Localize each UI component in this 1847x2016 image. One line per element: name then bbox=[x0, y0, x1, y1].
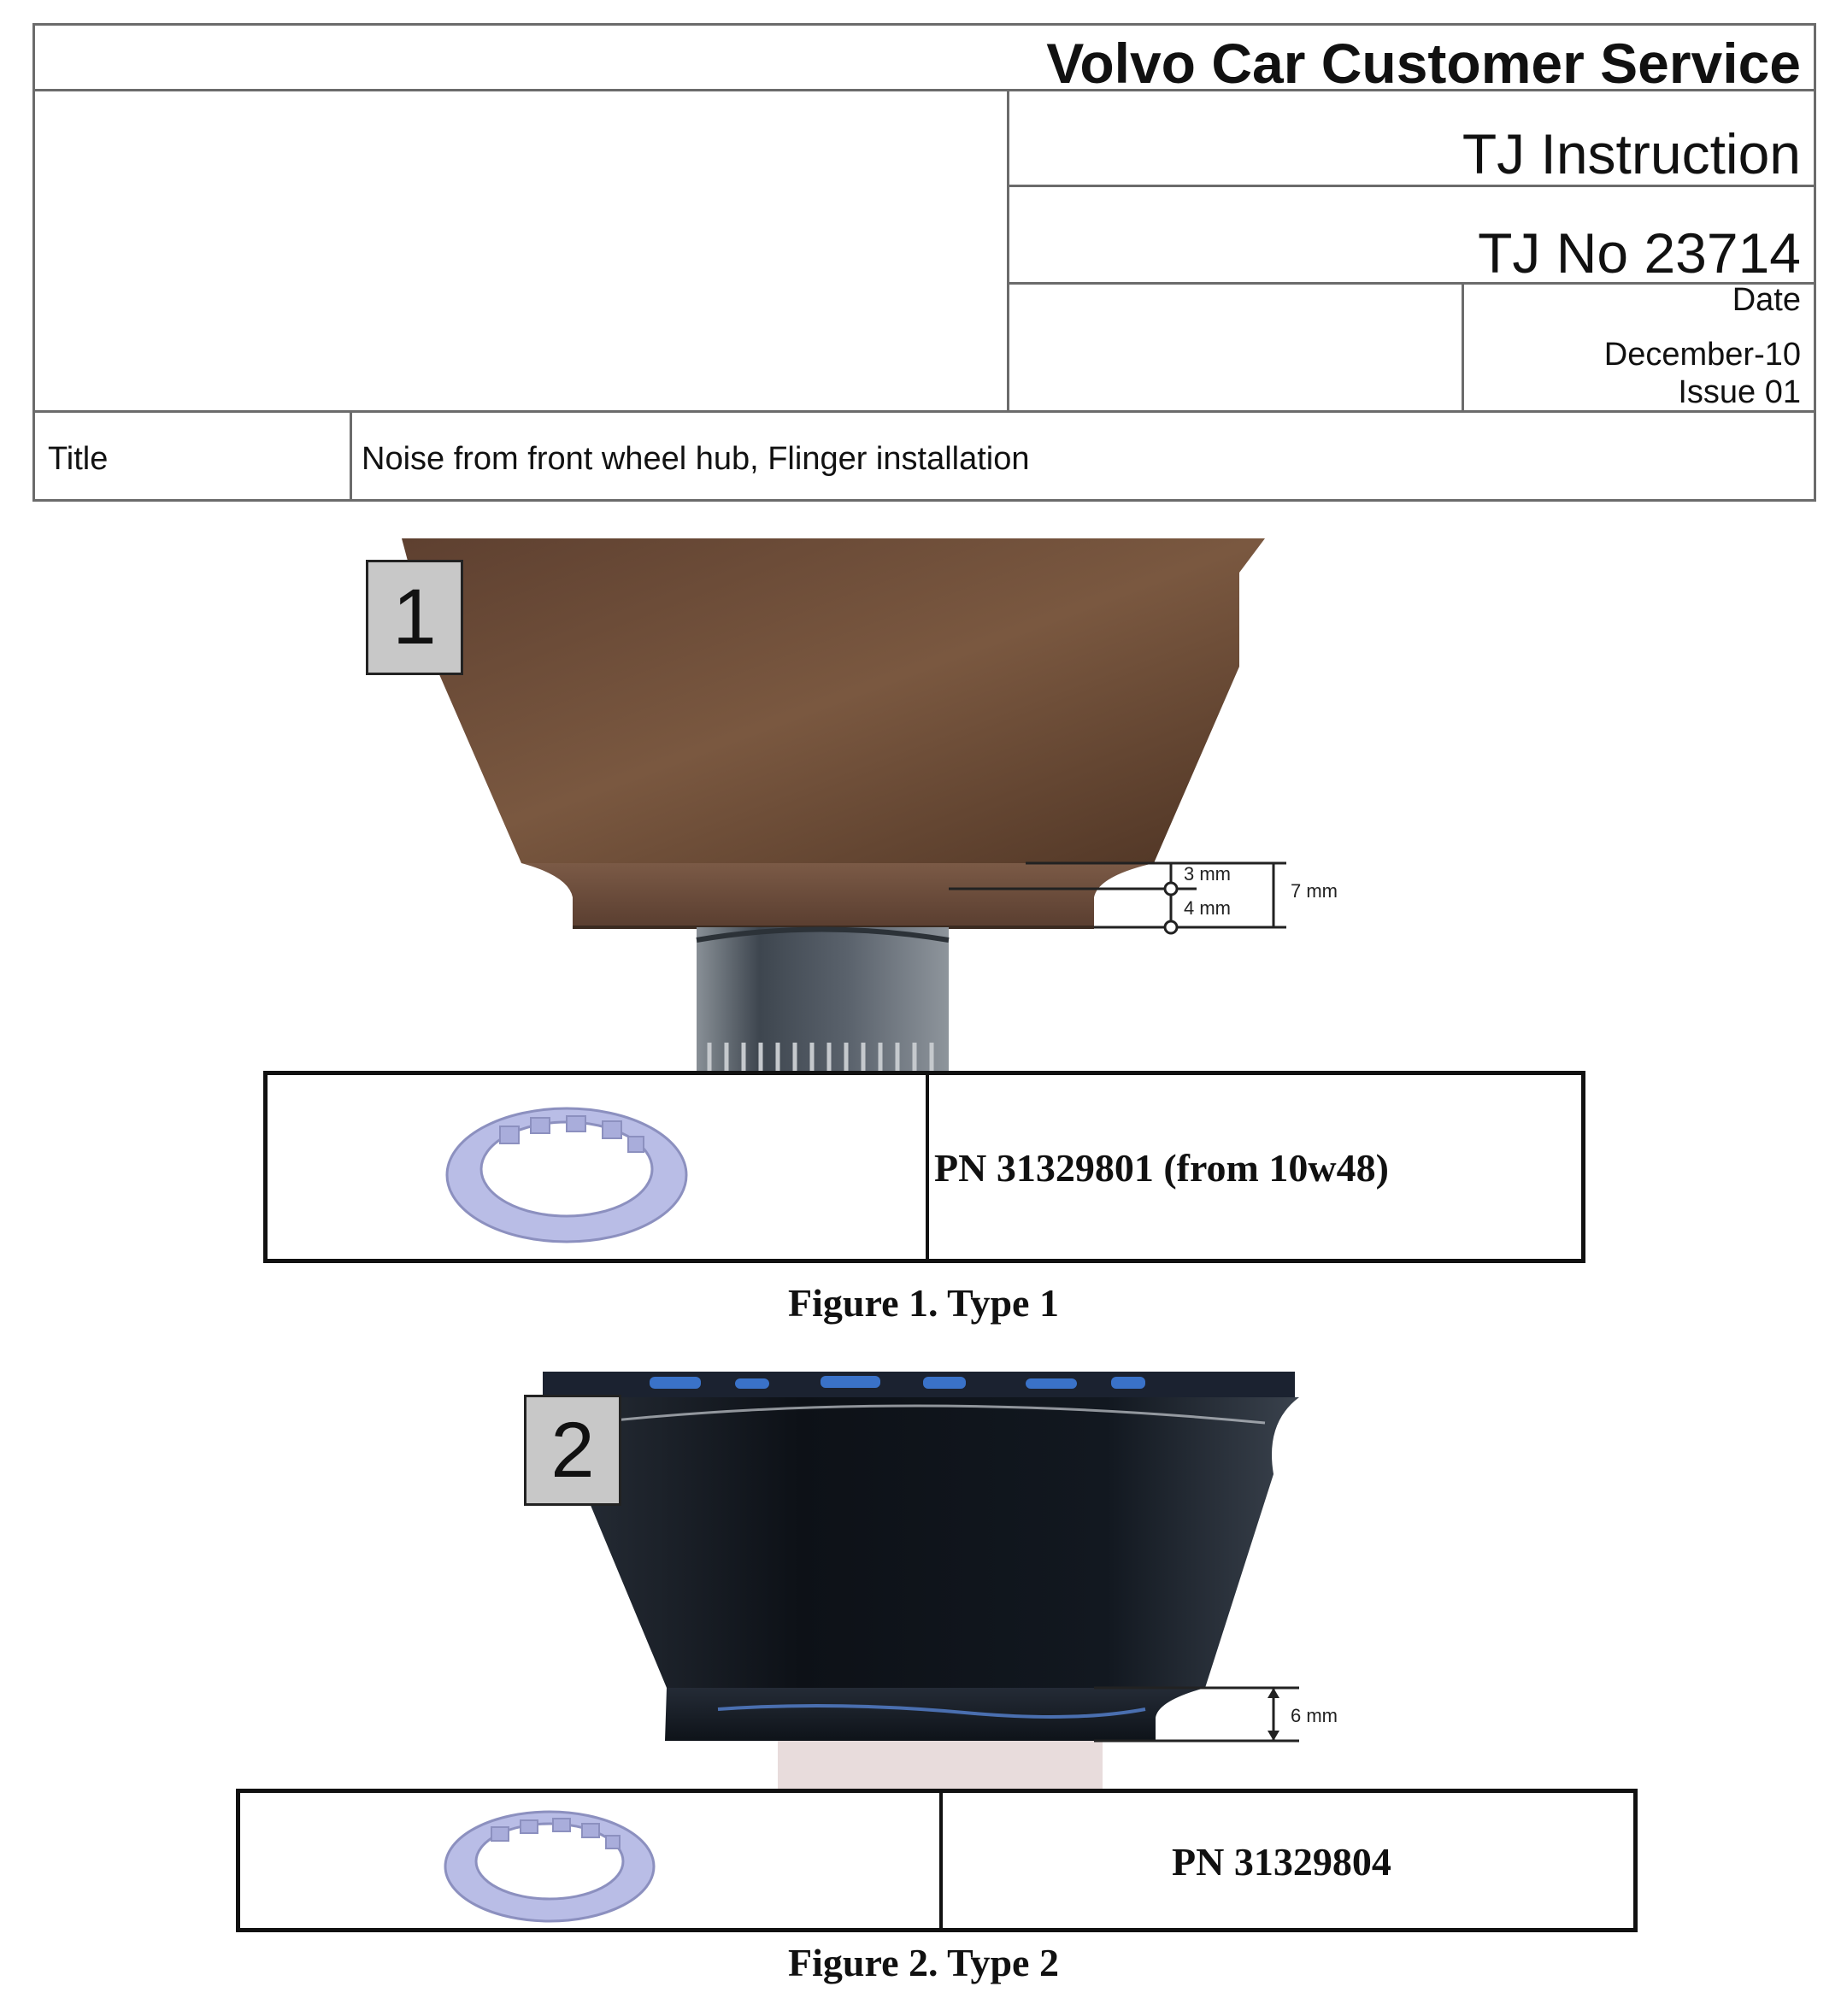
figure2-caption: Figure 2. Type 2 bbox=[788, 1941, 1059, 1984]
dim-7mm: 7 mm bbox=[1291, 880, 1338, 902]
header-table bbox=[32, 23, 1816, 502]
figure1-part-table bbox=[263, 1071, 1585, 1263]
date-value: December-10 bbox=[1603, 337, 1801, 373]
flinger-ring-icon bbox=[438, 1094, 695, 1248]
figure1-part-number: PN 31329801 (from 10w48) bbox=[934, 1146, 1389, 1190]
figure2-part-number: PN 31329804 bbox=[1172, 1840, 1391, 1884]
document-title: Noise from front wheel hub, Flinger installation bbox=[362, 441, 1030, 477]
dim-6mm: 6 mm bbox=[1291, 1705, 1338, 1726]
dim-3mm: 3 mm bbox=[1184, 863, 1231, 885]
doc-type: TJ Instruction bbox=[1462, 122, 1801, 185]
figure2-photo bbox=[496, 1372, 1368, 1790]
dim-4mm: 4 mm bbox=[1184, 897, 1231, 919]
figure1-photo bbox=[342, 538, 1453, 1077]
company-name: Volvo Car Customer Service bbox=[1046, 32, 1801, 95]
flinger-ring-icon bbox=[438, 1798, 661, 1926]
figure1-marker: 1 bbox=[366, 560, 463, 675]
figure2-part-table bbox=[236, 1789, 1638, 1932]
title-label: Title bbox=[48, 441, 109, 477]
figure1-caption: Figure 1. Type 1 bbox=[788, 1281, 1059, 1325]
figure2-marker: 2 bbox=[524, 1395, 621, 1506]
date-label: Date bbox=[1732, 282, 1801, 318]
issue-number: Issue 01 bbox=[1678, 374, 1801, 410]
tj-number: TJ No 23714 bbox=[1478, 221, 1801, 285]
